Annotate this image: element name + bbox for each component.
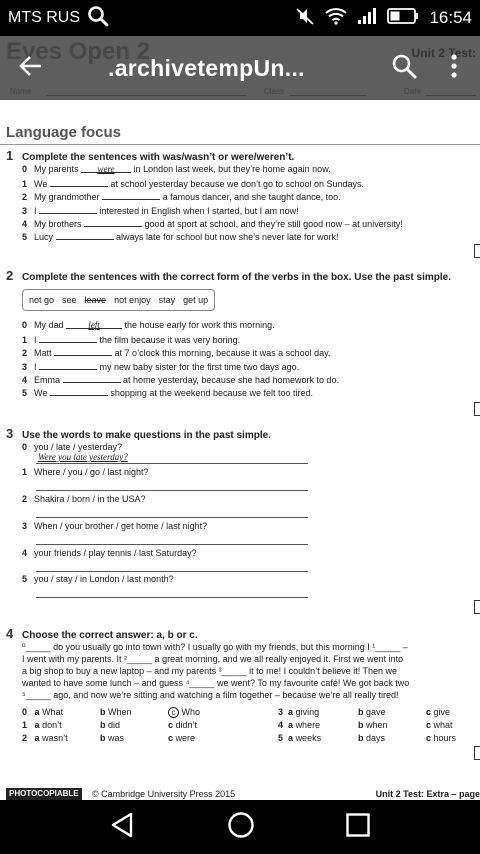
- list-item: 5 you / stay / in London / last month?: [22, 574, 174, 584]
- option-b[interactable]: b was: [100, 733, 125, 743]
- list-item: 3 When / your brother / get home / last night?: [22, 521, 208, 531]
- selected-circle-icon: c: [168, 707, 179, 718]
- answer-blank[interactable]: [50, 178, 108, 187]
- word-option-used: leave: [84, 295, 107, 305]
- word-option: stay: [158, 295, 176, 305]
- option-row: 3 a giving: [278, 707, 320, 717]
- example-answer-line: Were you late yesterday?: [38, 452, 128, 462]
- mute-icon: [295, 6, 315, 31]
- list-item: 5 We shopping at the weekend because we felt too tired.: [22, 388, 314, 398]
- back-button[interactable]: [0, 36, 62, 100]
- list-item: 4 My brothers good at sport at school, and they’re still good now – at university!: [22, 219, 403, 229]
- wifi-icon: [325, 7, 347, 30]
- word-option: see: [62, 295, 77, 305]
- app-bar: [0, 36, 480, 100]
- passage-line: I went with my parents. It ²_____ a great morning, and we all really enjoyed it. First we went into: [22, 654, 404, 664]
- question-instruction: Complete the sentences with was/wasn’t or were/weren’t.: [22, 152, 295, 163]
- photocopiable-badge: PHOTOCOPIABLE: [6, 788, 82, 800]
- divider: [0, 144, 480, 145]
- example-answer: were: [97, 164, 115, 174]
- question-number: 3: [6, 426, 14, 441]
- option-b[interactable]: b days: [358, 733, 386, 743]
- example-answer: left: [88, 320, 100, 330]
- option-c[interactable]: c give: [426, 707, 451, 717]
- question-1-heading: [6, 148, 294, 163]
- home-nav-button[interactable]: [227, 811, 255, 844]
- option-row: 0 a What: [22, 707, 64, 717]
- word-option: not enjoy: [114, 295, 151, 305]
- answer-blank[interactable]: [84, 218, 142, 227]
- search-notification-icon: [86, 4, 110, 33]
- word-box: [22, 289, 215, 311]
- copyright: © Cambridge University Press 2015: [92, 789, 236, 799]
- search-icon: [390, 52, 418, 85]
- list-item: 1 I the film because it was very boring.: [22, 335, 241, 345]
- status-bar: [0, 0, 480, 36]
- answer-blank[interactable]: [39, 334, 97, 343]
- section-title: Language focus: [6, 124, 122, 141]
- option-c[interactable]: c what: [426, 720, 453, 730]
- question-instruction: Use the words to make questions in the past simple.: [22, 430, 271, 441]
- answer-blank[interactable]: [54, 347, 112, 356]
- document-page[interactable]: [0, 36, 480, 800]
- question-4-heading: [6, 626, 198, 641]
- list-item: 2 My grandmother a famous dancer, and she taught dance, too.: [22, 192, 341, 202]
- answer-blank[interactable]: [50, 387, 108, 396]
- arrow-back-icon: [18, 53, 44, 84]
- list-item: 0 you / late / yesterday?: [22, 442, 123, 452]
- word-option: not go: [29, 295, 55, 305]
- recents-square-icon: [345, 812, 371, 838]
- answer-blank[interactable]: [39, 361, 97, 370]
- list-item: 3 I my new baby sister for the first time two days ago.: [22, 362, 300, 372]
- list-item: 0 My parents were in London last week, but they’re home again now.: [22, 164, 331, 174]
- passage-line: a big shop to buy a new laptop – and my parents ³_____ it to me! I couldn’t believe it! Then we: [22, 666, 398, 676]
- carrier-label: MTS RUS: [8, 9, 80, 26]
- answer-line[interactable]: [36, 544, 308, 545]
- answer-line[interactable]: [36, 490, 308, 491]
- option-b[interactable]: b when: [358, 720, 388, 730]
- option-b[interactable]: b did: [100, 720, 121, 730]
- list-item: 2 Matt at 7 o’clock this morning, because it was a school day.: [22, 348, 331, 358]
- answer-line[interactable]: [36, 597, 308, 598]
- option-row: 5 a weeks: [278, 733, 322, 743]
- passage-line: wanted to have some lunch – and guess ⁴_____ we went? To my favourite café! We got back two: [22, 678, 410, 688]
- options-left: [22, 707, 262, 747]
- footer-unit: Unit 2 Test: Extra – page: [375, 789, 480, 799]
- option-b[interactable]: b gave: [358, 707, 386, 717]
- recents-nav-button[interactable]: [345, 812, 371, 843]
- signal-icon: [357, 7, 377, 30]
- home-circle-icon: [227, 811, 255, 839]
- page-footer: [0, 788, 480, 800]
- list-item: 0 My dad left the house early for work this morning.: [22, 320, 275, 330]
- more-options-button[interactable]: [428, 54, 480, 83]
- question-instruction: Complete the sentences with the correct form of the verbs in the box. Use the past simple.: [22, 272, 451, 283]
- more-vert-icon: [450, 54, 458, 83]
- option-c[interactable]: c were: [168, 733, 196, 743]
- back-nav-button[interactable]: [109, 811, 137, 844]
- question-number: 4: [6, 626, 14, 641]
- triangle-back-icon: [109, 811, 137, 839]
- answer-blank[interactable]: [102, 191, 160, 200]
- list-item: 4 your friends / play tennis / last Saturday?: [22, 548, 197, 558]
- list-item: 5 Lucy always late for school but now she’s never late for work!: [22, 232, 339, 242]
- score-box: [474, 600, 480, 614]
- passage-line: ⁰_____ do you usually go into town with? I usually go with my friends, but this morning I ¹_____ –: [22, 642, 408, 652]
- question-instruction: Choose the correct answer: a, b or c.: [22, 630, 198, 641]
- list-item: 2 Shakira / born / in the USA?: [22, 494, 146, 504]
- answer-line[interactable]: [36, 517, 308, 518]
- option-c[interactable]: c hours: [426, 733, 457, 743]
- option-row: 4 a where: [278, 720, 321, 730]
- passage-line: ⁵_____ ago, and now we’re sitting and watching a film together – because we’re all really tired!: [22, 690, 399, 700]
- answer-blank[interactable]: [56, 231, 114, 240]
- navigation-bar: [0, 800, 480, 854]
- option-c[interactable]: c didn’t: [168, 720, 198, 730]
- list-item: 4 Emma at home yesterday, because she had homework to do.: [22, 375, 340, 385]
- question-number: 2: [6, 268, 14, 283]
- document-title: .archivetempUn...: [108, 54, 305, 81]
- score-box: [474, 244, 480, 258]
- option-c-selected[interactable]: c Who: [168, 707, 200, 718]
- answer-line: [36, 463, 308, 464]
- question-number: 1: [6, 148, 14, 163]
- search-button[interactable]: [380, 52, 428, 85]
- options-right: [278, 707, 478, 747]
- list-item: 3 I interested in English when I started, but I am now!: [22, 206, 299, 216]
- answer-line[interactable]: [36, 571, 308, 572]
- list-item: 1 Where / you / go / last night?: [22, 467, 149, 477]
- score-box: [474, 746, 480, 760]
- option-row: 2 a wasn’t: [22, 733, 68, 743]
- answer-blank[interactable]: [63, 374, 121, 383]
- question-3-heading: [6, 426, 271, 441]
- clock: 16:54: [429, 8, 472, 27]
- score-box: [474, 402, 480, 416]
- list-item: 1 We at school yesterday because we don’t go to school on Sundays.: [22, 179, 365, 189]
- option-b[interactable]: b When: [100, 707, 132, 717]
- answer-blank[interactable]: [39, 205, 97, 214]
- option-row: 1 a don’t: [22, 720, 62, 730]
- question-2-heading: [6, 268, 451, 283]
- word-option: get up: [183, 295, 209, 305]
- battery-icon: [387, 7, 419, 30]
